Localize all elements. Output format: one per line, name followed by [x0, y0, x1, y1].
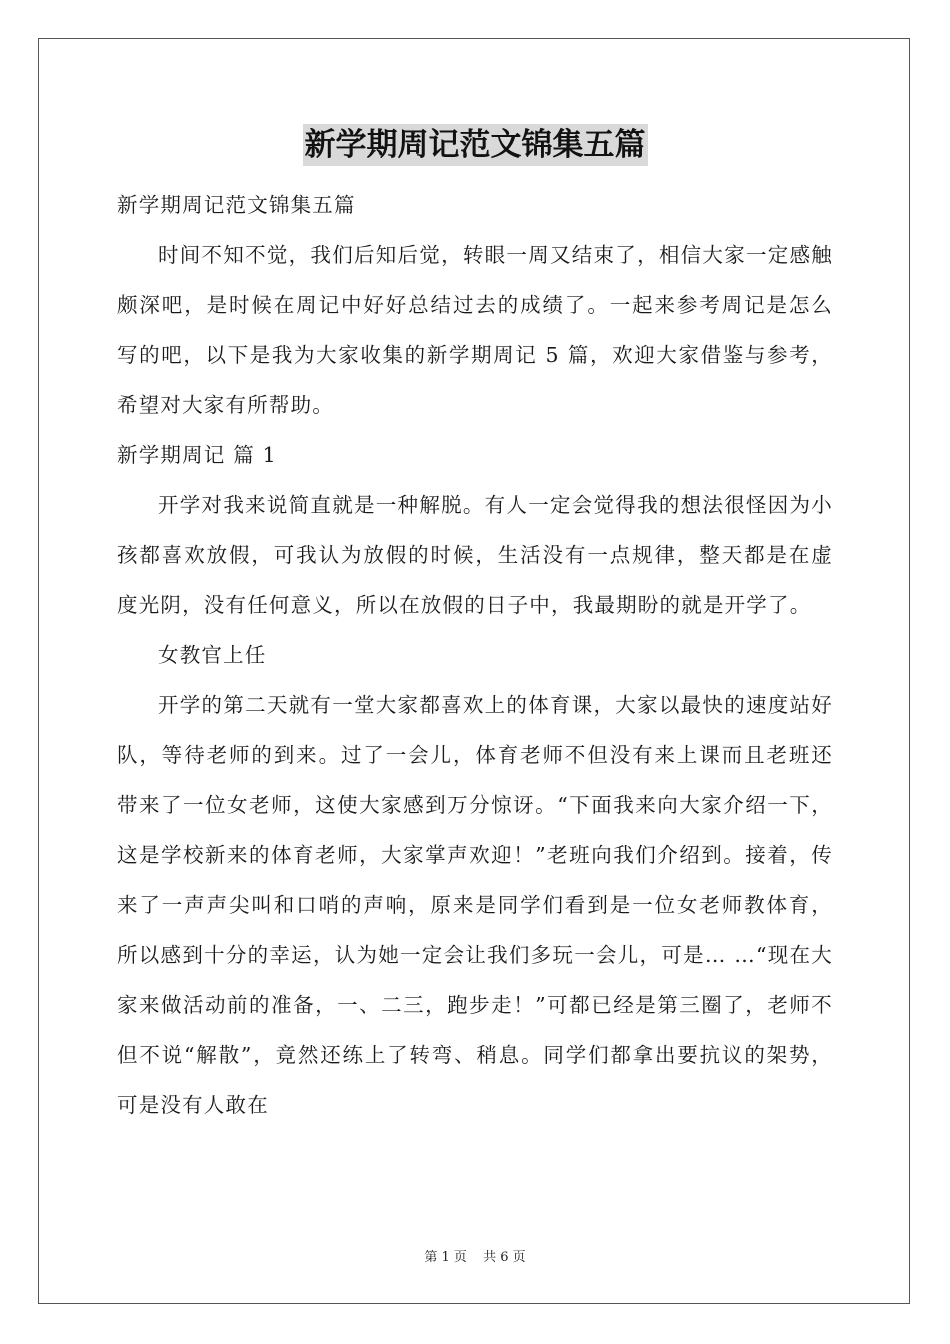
paragraph: 开学对我来说简直就是一种解脱。有人一定会觉得我的想法很怪因为小孩都喜欢放假，可我认为放假的时候，生活没有一点规律，整天都是在虚度光阴，没有任何意义，所以在放假的日子中，我最期盼的就是开学了。 — [117, 493, 833, 617]
title-container — [0, 124, 950, 166]
page-number-current: 第 1 页 — [424, 1250, 467, 1265]
paragraph: 女教官上任 — [158, 643, 267, 667]
paragraph: 新学期周记 篇 1 — [117, 443, 277, 467]
paragraph: 新学期周记范文锦集五篇 — [117, 193, 356, 217]
page-footer — [0, 1246, 950, 1265]
paragraph: 开学的第二天就有一堂大家都喜欢上的体育课，大家以最快的速度站好队，等待老师的到来。过了一会儿，体育老师不但没有来上课而且老班还带来了一位女老师，这使大家感到万分惊讶。“下面我来向大家介绍一下，这是学校新来的体育老师，大家掌声欢迎！”老班向我们介绍到。接着，传来了一声声尖叫和口哨的声响，原来是同学们看到是一位女老师教体育，所以感到十分的幸运，认为她一定会让我们多玩一会儿，可是… …“现在大家来做活动前的准备，一、二三，跑步走！”可都已经是第三圈了，老师不但不说“解散”，竟然还练上了转弯、稍息。同学们都拿出要抗议的架势，可是没有人敢在 — [117, 693, 833, 1117]
paragraph: 时间不知不觉，我们后知后觉，转眼一周又结束了，相信大家一定感触颇深吧，是时候在周记中好好总结过去的成绩了。一起来参考周记是怎么写的吧，以下是我为大家收集的新学期周记 5 篇，欢迎大家借鉴与参考，希望对大家有所帮助。 — [117, 243, 833, 417]
page-number-total: 共 6 页 — [483, 1250, 526, 1265]
document-title: 新学期周记范文锦集五篇 — [303, 124, 648, 166]
document-body — [117, 180, 833, 1130]
